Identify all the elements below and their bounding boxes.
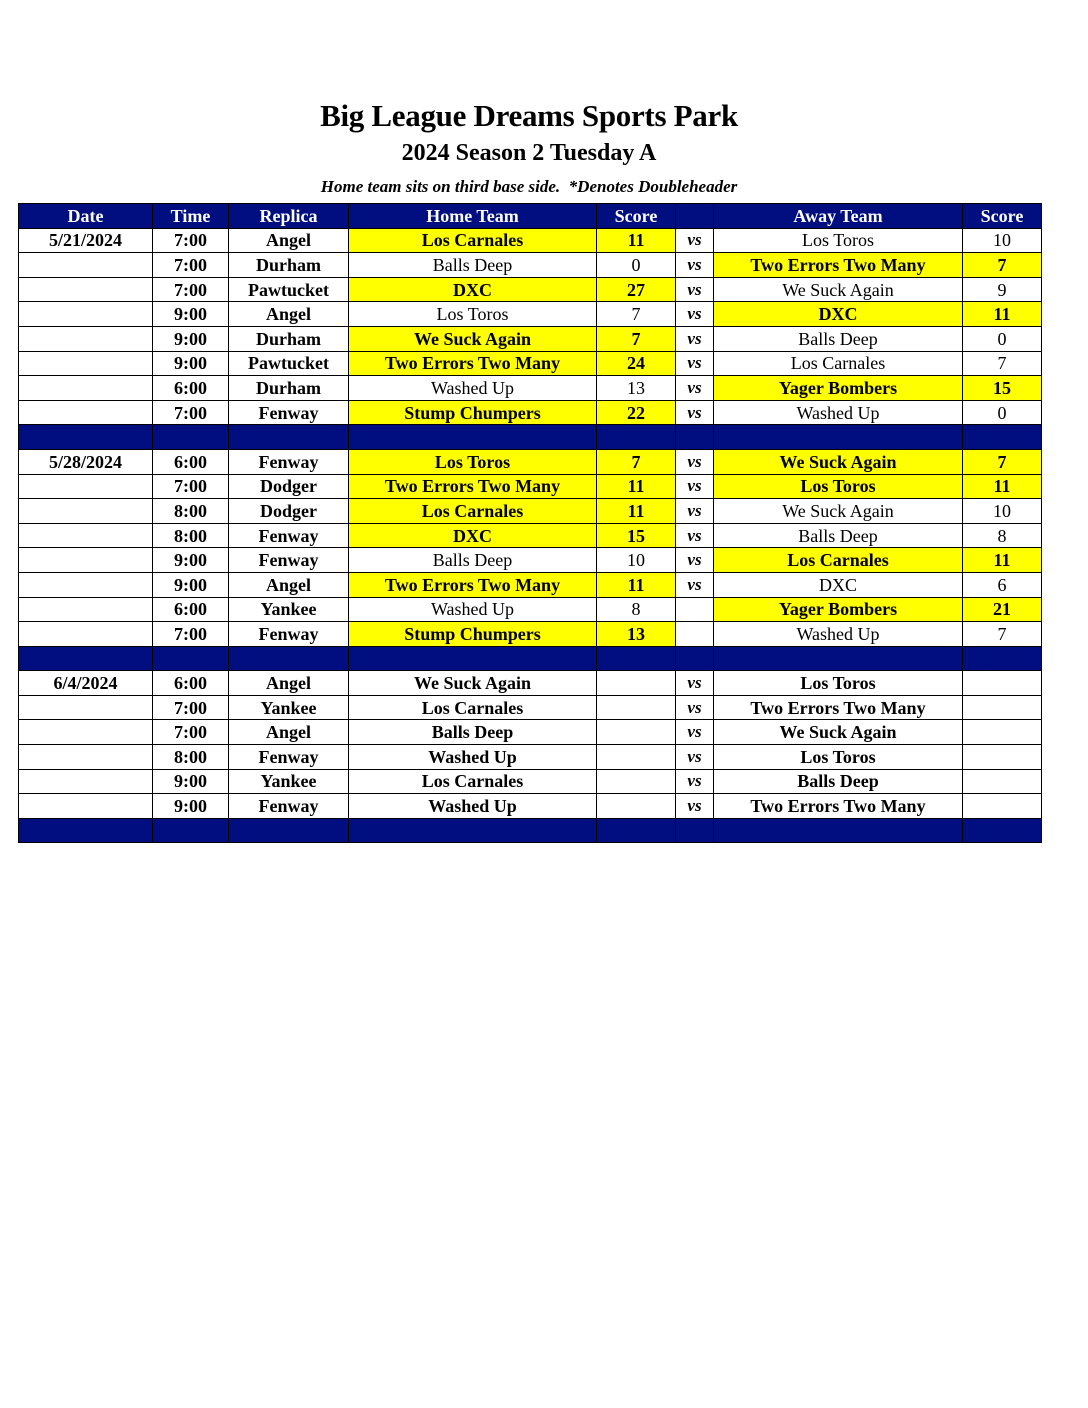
table-row bbox=[19, 253, 1042, 278]
away-score-cell: 11 bbox=[963, 548, 1042, 573]
home-score-cell: 7 bbox=[597, 302, 676, 327]
home-team-cell: Balls Deep bbox=[349, 253, 597, 278]
replica-cell: Yankee bbox=[229, 695, 349, 720]
separator-cell bbox=[349, 646, 597, 671]
home-score-cell: 24 bbox=[597, 351, 676, 376]
page-note: Home team sits on third base side. *Denotes Doubleheader bbox=[320, 177, 738, 196]
vs-cell: vs bbox=[676, 695, 714, 720]
vs-cell: vs bbox=[676, 499, 714, 524]
vs-cell: vs bbox=[676, 523, 714, 548]
date-cell bbox=[19, 253, 153, 278]
away-score-cell bbox=[963, 745, 1042, 770]
date-cell bbox=[19, 597, 153, 622]
home-team-cell: Los Carnales bbox=[349, 499, 597, 524]
vs-cell: vs bbox=[676, 351, 714, 376]
table-row bbox=[19, 499, 1042, 524]
date-cell bbox=[19, 695, 153, 720]
home-team-cell: We Suck Again bbox=[349, 671, 597, 696]
date-cell bbox=[19, 474, 153, 499]
separator-cell bbox=[153, 818, 229, 843]
date-cell bbox=[19, 326, 153, 351]
time-cell: 8:00 bbox=[153, 499, 229, 524]
replica-cell: Angel bbox=[229, 720, 349, 745]
away-team-cell: Two Errors Two Many bbox=[714, 794, 963, 819]
date-cell bbox=[19, 794, 153, 819]
separator-cell bbox=[676, 818, 714, 843]
vs-cell: vs bbox=[676, 376, 714, 401]
separator-cell bbox=[153, 646, 229, 671]
separator-cell bbox=[349, 425, 597, 450]
vs-cell: vs bbox=[676, 449, 714, 474]
date-cell bbox=[19, 745, 153, 770]
home-score-cell: 27 bbox=[597, 277, 676, 302]
home-team-cell: Los Toros bbox=[349, 449, 597, 474]
separator-cell bbox=[19, 818, 153, 843]
away-team-cell: Balls Deep bbox=[714, 523, 963, 548]
replica-cell: Fenway bbox=[229, 523, 349, 548]
home-score-cell: 22 bbox=[597, 400, 676, 425]
home-team-cell: We Suck Again bbox=[349, 326, 597, 351]
home-score-cell: 8 bbox=[597, 597, 676, 622]
table-row bbox=[19, 302, 1042, 327]
time-cell: 9:00 bbox=[153, 326, 229, 351]
date-cell bbox=[19, 400, 153, 425]
away-score-cell: 7 bbox=[963, 449, 1042, 474]
home-team-cell: Balls Deep bbox=[349, 548, 597, 573]
separator-cell bbox=[19, 425, 153, 450]
away-team-cell: Los Toros bbox=[714, 671, 963, 696]
vs-cell: vs bbox=[676, 326, 714, 351]
away-team-cell: We Suck Again bbox=[714, 277, 963, 302]
replica-cell: Angel bbox=[229, 228, 349, 253]
time-cell: 7:00 bbox=[153, 474, 229, 499]
home-team-cell: Two Errors Two Many bbox=[349, 351, 597, 376]
home-score-cell: 11 bbox=[597, 499, 676, 524]
date-cell bbox=[19, 499, 153, 524]
away-score-cell: 11 bbox=[963, 474, 1042, 499]
time-cell: 9:00 bbox=[153, 302, 229, 327]
home-team-cell: DXC bbox=[349, 277, 597, 302]
home-score-cell bbox=[597, 695, 676, 720]
date-cell bbox=[19, 720, 153, 745]
away-team-cell: We Suck Again bbox=[714, 720, 963, 745]
away-team-cell: DXC bbox=[714, 302, 963, 327]
vs-cell bbox=[676, 597, 714, 622]
home-score-cell: 11 bbox=[597, 474, 676, 499]
separator-cell bbox=[714, 818, 963, 843]
date-cell bbox=[19, 302, 153, 327]
table-row bbox=[19, 720, 1042, 745]
replica-cell: Pawtucket bbox=[229, 351, 349, 376]
time-cell: 7:00 bbox=[153, 253, 229, 278]
home-score-cell bbox=[597, 769, 676, 794]
col-header-time: Time bbox=[153, 204, 229, 229]
col-header-away-score: Score bbox=[963, 204, 1042, 229]
home-score-cell: 15 bbox=[597, 523, 676, 548]
vs-cell: vs bbox=[676, 769, 714, 794]
replica-cell: Fenway bbox=[229, 400, 349, 425]
table-row bbox=[19, 523, 1042, 548]
replica-cell: Durham bbox=[229, 253, 349, 278]
away-team-cell: Yager Bombers bbox=[714, 597, 963, 622]
away-score-cell bbox=[963, 671, 1042, 696]
table-row bbox=[19, 548, 1042, 573]
away-score-cell: 8 bbox=[963, 523, 1042, 548]
separator-cell bbox=[349, 818, 597, 843]
away-team-cell: Balls Deep bbox=[714, 769, 963, 794]
vs-cell: vs bbox=[676, 400, 714, 425]
home-team-cell: DXC bbox=[349, 523, 597, 548]
vs-cell: vs bbox=[676, 302, 714, 327]
away-team-cell: Balls Deep bbox=[714, 326, 963, 351]
home-team-cell: Los Carnales bbox=[349, 769, 597, 794]
schedule-body bbox=[19, 228, 1042, 843]
away-team-cell: Washed Up bbox=[714, 622, 963, 647]
home-team-cell: Two Errors Two Many bbox=[349, 474, 597, 499]
replica-cell: Pawtucket bbox=[229, 277, 349, 302]
vs-cell: vs bbox=[676, 277, 714, 302]
replica-cell: Yankee bbox=[229, 769, 349, 794]
away-team-cell: DXC bbox=[714, 572, 963, 597]
home-team-cell: Stump Chumpers bbox=[349, 622, 597, 647]
date-cell bbox=[19, 622, 153, 647]
separator-cell bbox=[597, 818, 676, 843]
table-row bbox=[19, 277, 1042, 302]
away-score-cell bbox=[963, 794, 1042, 819]
date-cell: 5/21/2024 bbox=[19, 228, 153, 253]
home-score-cell bbox=[597, 794, 676, 819]
table-row bbox=[19, 400, 1042, 425]
home-score-cell bbox=[597, 720, 676, 745]
table-row bbox=[19, 474, 1042, 499]
separator-row bbox=[19, 425, 1042, 450]
table-row bbox=[19, 695, 1042, 720]
home-score-cell bbox=[597, 671, 676, 696]
vs-cell: vs bbox=[676, 228, 714, 253]
home-score-cell: 13 bbox=[597, 376, 676, 401]
away-score-cell bbox=[963, 695, 1042, 720]
replica-cell: Fenway bbox=[229, 449, 349, 474]
away-score-cell: 15 bbox=[963, 376, 1042, 401]
replica-cell: Angel bbox=[229, 671, 349, 696]
date-cell bbox=[19, 572, 153, 597]
away-score-cell: 7 bbox=[963, 622, 1042, 647]
separator-cell bbox=[714, 425, 963, 450]
replica-cell: Durham bbox=[229, 376, 349, 401]
time-cell: 7:00 bbox=[153, 400, 229, 425]
vs-cell: vs bbox=[676, 548, 714, 573]
away-team-cell: Two Errors Two Many bbox=[714, 253, 963, 278]
away-score-cell bbox=[963, 769, 1042, 794]
replica-cell: Fenway bbox=[229, 548, 349, 573]
vs-cell bbox=[676, 622, 714, 647]
table-row bbox=[19, 228, 1042, 253]
table-row bbox=[19, 572, 1042, 597]
col-header-date: Date bbox=[19, 204, 153, 229]
away-team-cell: Los Toros bbox=[714, 474, 963, 499]
away-score-cell: 10 bbox=[963, 228, 1042, 253]
away-score-cell: 9 bbox=[963, 277, 1042, 302]
time-cell: 6:00 bbox=[153, 376, 229, 401]
time-cell: 7:00 bbox=[153, 228, 229, 253]
home-score-cell: 0 bbox=[597, 253, 676, 278]
separator-cell bbox=[963, 425, 1042, 450]
away-score-cell: 7 bbox=[963, 253, 1042, 278]
replica-cell: Yankee bbox=[229, 597, 349, 622]
home-score-cell: 7 bbox=[597, 326, 676, 351]
away-score-cell bbox=[963, 720, 1042, 745]
separator-cell bbox=[229, 646, 349, 671]
away-team-cell: We Suck Again bbox=[714, 449, 963, 474]
col-header-replica: Replica bbox=[229, 204, 349, 229]
schedule-table bbox=[18, 203, 1042, 843]
replica-cell: Durham bbox=[229, 326, 349, 351]
time-cell: 6:00 bbox=[153, 597, 229, 622]
table-row bbox=[19, 745, 1042, 770]
col-header-home-team: Home Team bbox=[349, 204, 597, 229]
vs-cell: vs bbox=[676, 474, 714, 499]
home-score-cell: 11 bbox=[597, 228, 676, 253]
home-team-cell: Los Carnales bbox=[349, 228, 597, 253]
table-row bbox=[19, 326, 1042, 351]
away-score-cell: 0 bbox=[963, 326, 1042, 351]
table-row bbox=[19, 376, 1042, 401]
separator-cell bbox=[676, 646, 714, 671]
vs-cell: vs bbox=[676, 671, 714, 696]
replica-cell: Fenway bbox=[229, 794, 349, 819]
away-score-cell: 0 bbox=[963, 400, 1042, 425]
home-score-cell: 13 bbox=[597, 622, 676, 647]
time-cell: 9:00 bbox=[153, 351, 229, 376]
date-cell: 5/28/2024 bbox=[19, 449, 153, 474]
time-cell: 9:00 bbox=[153, 548, 229, 573]
replica-cell: Dodger bbox=[229, 499, 349, 524]
replica-cell: Dodger bbox=[229, 474, 349, 499]
away-team-cell: Washed Up bbox=[714, 400, 963, 425]
page-title: Big League Dreams Sports Park bbox=[320, 98, 738, 133]
col-header-away-team: Away Team bbox=[714, 204, 963, 229]
home-team-cell: Stump Chumpers bbox=[349, 400, 597, 425]
table-row bbox=[19, 351, 1042, 376]
col-header-home-score: Score bbox=[597, 204, 676, 229]
page-subtitle: 2024 Season 2 Tuesday A bbox=[401, 140, 657, 166]
date-cell bbox=[19, 277, 153, 302]
time-cell: 8:00 bbox=[153, 523, 229, 548]
home-team-cell: Balls Deep bbox=[349, 720, 597, 745]
table-header-row bbox=[19, 204, 1042, 229]
away-team-cell: Los Carnales bbox=[714, 351, 963, 376]
home-score-cell: 10 bbox=[597, 548, 676, 573]
separator-cell bbox=[714, 646, 963, 671]
table-row bbox=[19, 794, 1042, 819]
table-row bbox=[19, 769, 1042, 794]
table-row bbox=[19, 597, 1042, 622]
vs-cell: vs bbox=[676, 253, 714, 278]
time-cell: 9:00 bbox=[153, 769, 229, 794]
away-score-cell: 21 bbox=[963, 597, 1042, 622]
separator-cell bbox=[597, 646, 676, 671]
away-team-cell: Los Toros bbox=[714, 228, 963, 253]
away-team-cell: Yager Bombers bbox=[714, 376, 963, 401]
time-cell: 7:00 bbox=[153, 695, 229, 720]
time-cell: 6:00 bbox=[153, 671, 229, 696]
col-header-vs bbox=[676, 204, 714, 229]
date-cell bbox=[19, 351, 153, 376]
date-cell bbox=[19, 769, 153, 794]
away-score-cell: 6 bbox=[963, 572, 1042, 597]
table-row bbox=[19, 671, 1042, 696]
date-cell: 6/4/2024 bbox=[19, 671, 153, 696]
separator-cell bbox=[597, 425, 676, 450]
home-team-cell: Washed Up bbox=[349, 376, 597, 401]
home-team-cell: Los Carnales bbox=[349, 695, 597, 720]
home-team-cell: Two Errors Two Many bbox=[349, 572, 597, 597]
separator-cell bbox=[153, 425, 229, 450]
home-score-cell: 7 bbox=[597, 449, 676, 474]
away-team-cell: Los Toros bbox=[714, 745, 963, 770]
separator-cell bbox=[229, 818, 349, 843]
separator-cell bbox=[963, 818, 1042, 843]
date-cell bbox=[19, 376, 153, 401]
table-row bbox=[19, 622, 1042, 647]
time-cell: 7:00 bbox=[153, 720, 229, 745]
vs-cell: vs bbox=[676, 745, 714, 770]
home-score-cell bbox=[597, 745, 676, 770]
time-cell: 6:00 bbox=[153, 449, 229, 474]
separator-row bbox=[19, 646, 1042, 671]
separator-cell bbox=[676, 425, 714, 450]
replica-cell: Fenway bbox=[229, 745, 349, 770]
home-team-cell: Washed Up bbox=[349, 745, 597, 770]
home-team-cell: Washed Up bbox=[349, 794, 597, 819]
separator-row bbox=[19, 818, 1042, 843]
time-cell: 9:00 bbox=[153, 572, 229, 597]
away-team-cell: Los Carnales bbox=[714, 548, 963, 573]
separator-cell bbox=[19, 646, 153, 671]
separator-cell bbox=[963, 646, 1042, 671]
home-team-cell: Los Toros bbox=[349, 302, 597, 327]
replica-cell: Angel bbox=[229, 572, 349, 597]
vs-cell: vs bbox=[676, 720, 714, 745]
vs-cell: vs bbox=[676, 572, 714, 597]
replica-cell: Fenway bbox=[229, 622, 349, 647]
time-cell: 7:00 bbox=[153, 622, 229, 647]
time-cell: 7:00 bbox=[153, 277, 229, 302]
time-cell: 8:00 bbox=[153, 745, 229, 770]
table-row bbox=[19, 449, 1042, 474]
time-cell: 9:00 bbox=[153, 794, 229, 819]
date-cell bbox=[19, 523, 153, 548]
replica-cell: Angel bbox=[229, 302, 349, 327]
away-score-cell: 10 bbox=[963, 499, 1042, 524]
date-cell bbox=[19, 548, 153, 573]
home-score-cell: 11 bbox=[597, 572, 676, 597]
away-team-cell: Two Errors Two Many bbox=[714, 695, 963, 720]
away-score-cell: 7 bbox=[963, 351, 1042, 376]
vs-cell: vs bbox=[676, 794, 714, 819]
home-team-cell: Washed Up bbox=[349, 597, 597, 622]
away-team-cell: We Suck Again bbox=[714, 499, 963, 524]
away-score-cell: 11 bbox=[963, 302, 1042, 327]
separator-cell bbox=[229, 425, 349, 450]
